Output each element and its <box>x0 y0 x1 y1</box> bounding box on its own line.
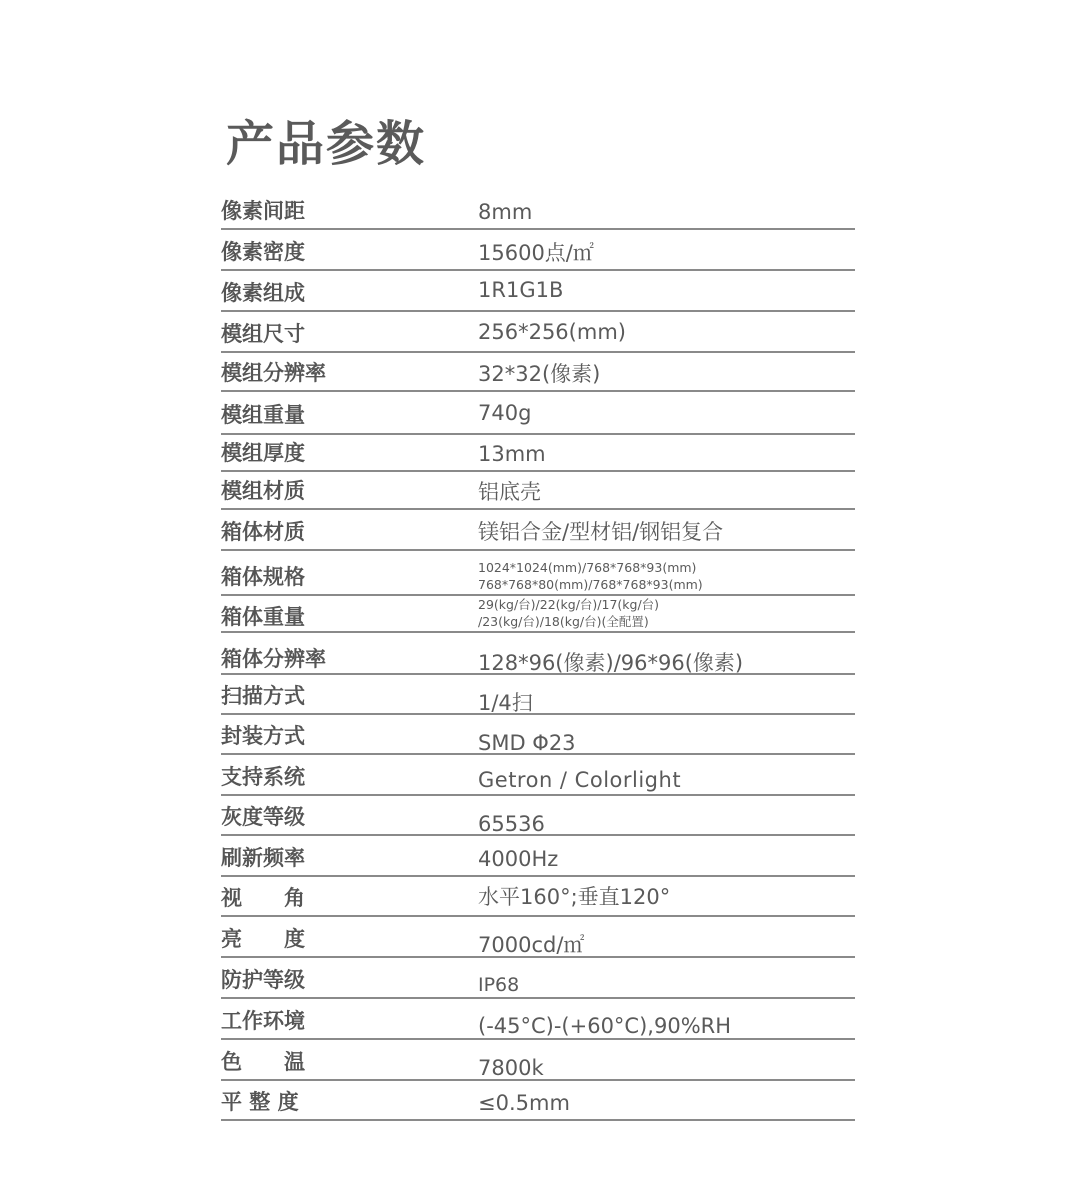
spec-label: 色 温 <box>221 1050 305 1074</box>
spec-label: 防护等级 <box>221 968 305 992</box>
spec-value: 7000cd/㎡ <box>478 933 585 957</box>
spec-label: 箱体规格 <box>221 565 305 589</box>
spec-row-module-size <box>221 312 855 353</box>
spec-value: 740g <box>478 401 532 425</box>
spec-value-line: 29(kg/台)/22(kg/台)/17(kg/台) <box>478 597 660 612</box>
spec-label: 模组分辨率 <box>221 361 326 385</box>
spec-row-pixel-composition <box>221 271 855 312</box>
spec-value-line: /23(kg/台)/18(kg/台)(全配置) <box>478 614 649 629</box>
spec-value: 4000Hz <box>478 847 559 871</box>
spec-row-scan-mode <box>221 675 855 715</box>
spec-value <box>478 596 659 630</box>
spec-value: 15600点/㎡ <box>478 241 594 265</box>
spec-value: 1R1G1B <box>478 278 564 302</box>
spec-label: 视 角 <box>221 886 305 910</box>
spec-value: ≤0.5mm <box>478 1091 570 1115</box>
spec-value-line: 1024*1024(mm)/768*768*93(mm) <box>478 560 697 575</box>
spec-value: 8mm <box>478 200 533 224</box>
spec-row-cabinet-material <box>221 510 855 551</box>
spec-value: 128*96(像素)/96*96(像素) <box>478 651 744 675</box>
page-title: 产品参数 <box>226 116 427 172</box>
spec-label: 像素组成 <box>221 281 305 305</box>
spec-label: 像素间距 <box>221 199 305 223</box>
spec-row-gray-level <box>221 796 855 836</box>
spec-table <box>221 190 855 1121</box>
spec-label: 像素密度 <box>221 240 305 264</box>
spec-row-pixel-density <box>221 230 855 271</box>
spec-row-cabinet-size <box>221 551 855 596</box>
spec-label: 模组重量 <box>221 403 305 427</box>
spec-row-color-temperature <box>221 1040 855 1081</box>
spec-value: 256*256(mm) <box>478 320 626 344</box>
spec-label: 刷新频率 <box>221 846 305 870</box>
spec-label: 封装方式 <box>221 724 305 748</box>
spec-label: 模组材质 <box>221 479 305 503</box>
spec-row-refresh-rate <box>221 836 855 877</box>
spec-value: Getron / Colorlight <box>478 768 682 792</box>
spec-value <box>478 559 703 593</box>
spec-row-cabinet-weight <box>221 596 855 633</box>
spec-label: 灰度等级 <box>221 805 305 829</box>
spec-value-line: 768*768*80(mm)/768*768*93(mm) <box>478 577 703 592</box>
spec-label: 扫描方式 <box>221 684 305 708</box>
spec-row-viewing-angle <box>221 877 855 917</box>
spec-row-cabinet-resolution <box>221 633 855 675</box>
spec-row-flatness <box>221 1081 855 1121</box>
spec-value: 1/4扫 <box>478 691 533 715</box>
spec-label: 平 整 度 <box>221 1090 299 1114</box>
spec-label: 支持系统 <box>221 765 305 789</box>
spec-row-supported-system <box>221 755 855 796</box>
spec-row-brightness <box>221 917 855 958</box>
spec-label: 箱体重量 <box>221 605 305 629</box>
spec-value: 水平160°;垂直120° <box>478 885 671 909</box>
spec-row-module-thickness <box>221 435 855 472</box>
spec-label: 箱体分辨率 <box>221 647 326 671</box>
spec-value: IP68 <box>478 974 520 996</box>
spec-row-module-weight <box>221 392 855 435</box>
spec-value: 7800k <box>478 1056 544 1080</box>
spec-label: 模组尺寸 <box>221 322 305 346</box>
spec-row-module-material <box>221 472 855 510</box>
spec-label: 工作环境 <box>221 1009 305 1033</box>
spec-row-working-environment <box>221 999 855 1040</box>
spec-row-protection-level <box>221 958 855 999</box>
spec-value: 13mm <box>478 442 546 466</box>
spec-label: 模组厚度 <box>221 441 305 465</box>
spec-value: 镁铝合金/型材铝/钢铝复合 <box>478 520 724 544</box>
spec-label: 箱体材质 <box>221 520 305 544</box>
spec-value: 65536 <box>478 812 545 836</box>
spec-row-package-type <box>221 715 855 755</box>
spec-value: 铝底壳 <box>478 480 541 504</box>
spec-value: 32*32(像素) <box>478 362 601 386</box>
spec-row-pixel-pitch <box>221 190 855 230</box>
spec-value: SMD Φ23 <box>478 731 576 755</box>
spec-row-module-resolution <box>221 353 855 392</box>
spec-value: (-45°C)-(+60°C),90%RH <box>478 1014 732 1038</box>
spec-label: 亮 度 <box>221 927 305 951</box>
